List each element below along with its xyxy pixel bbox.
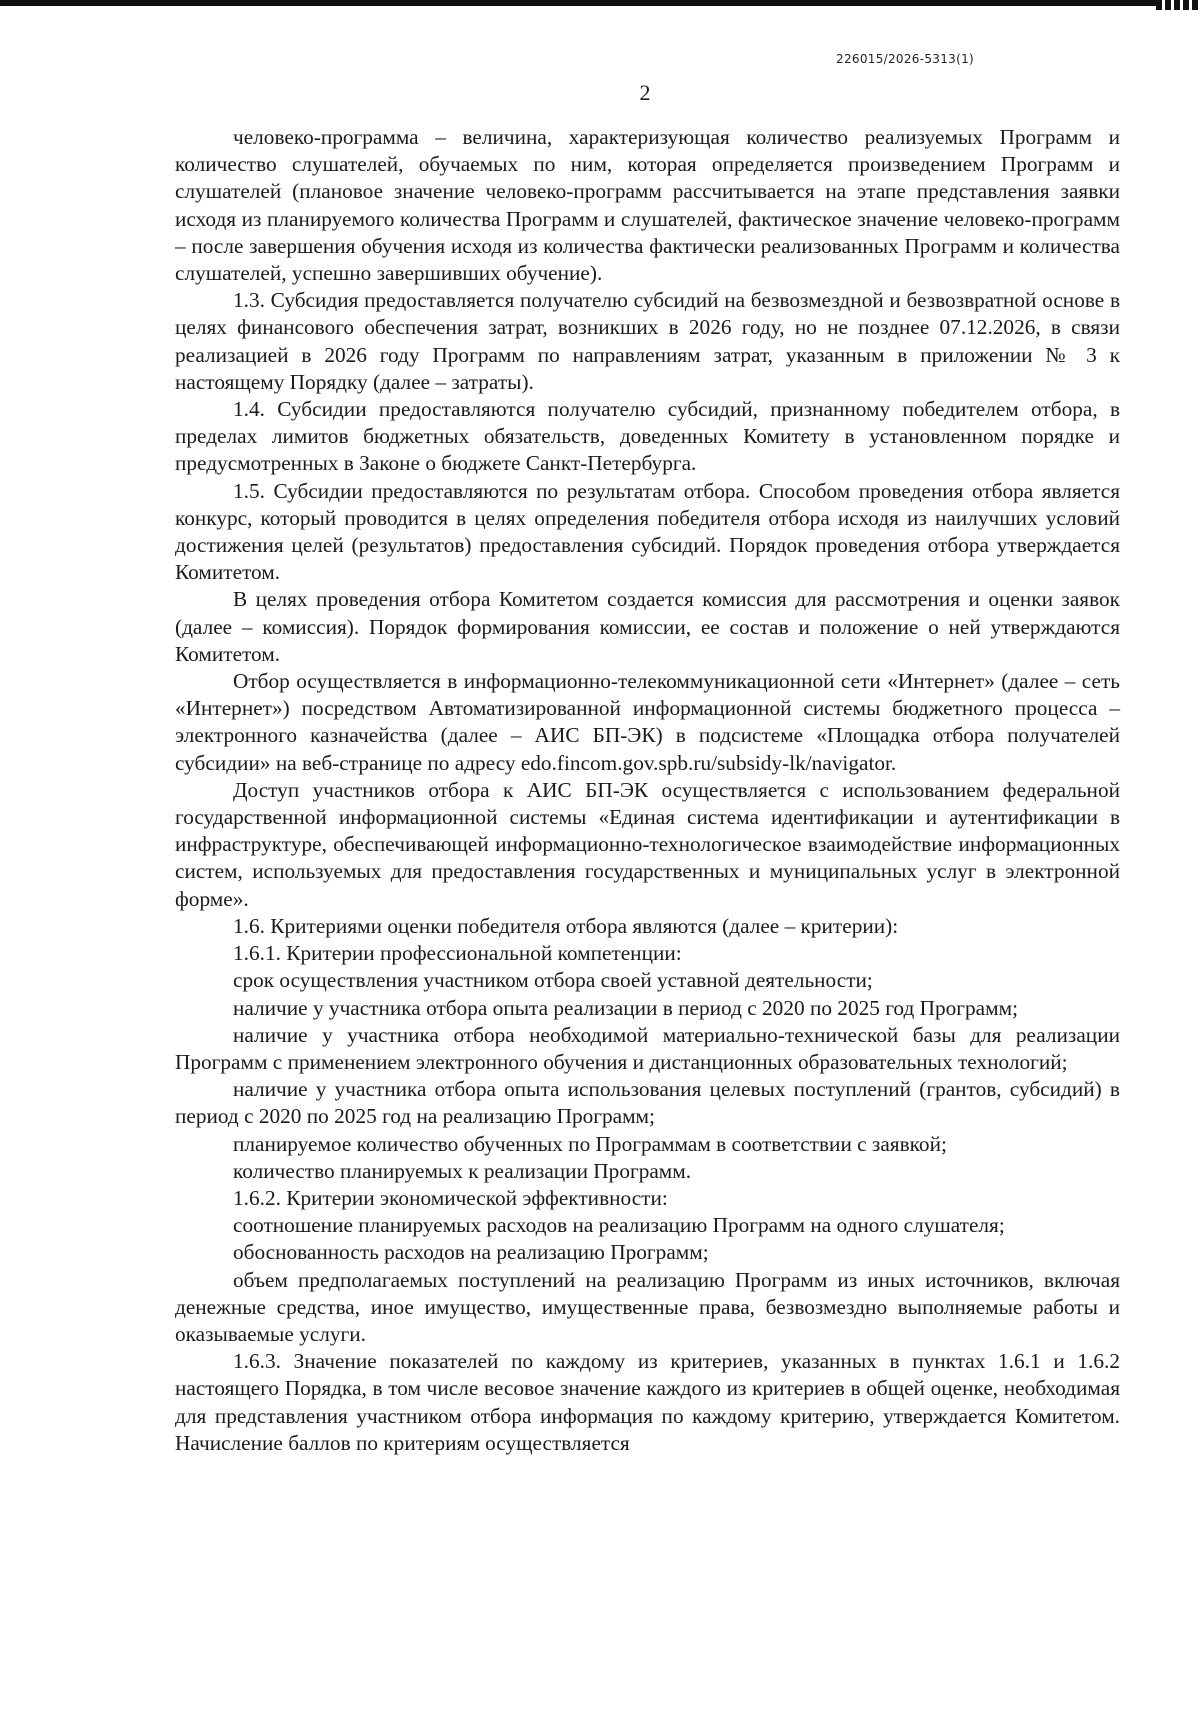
criterion-item: количество планируемых к реализации Программ.: [233, 1158, 692, 1183]
paragraph-1-6: 1.6. Критериями оценки победителя отбора являются (далее – критерии):: [233, 913, 899, 938]
criterion-item: объем предполагаемых поступлений на реализацию Программ из иных источников, включая денежные средства, иное имущество, имущественные права, безвозмездно выполняемые работы и оказываемые услуги.: [175, 1267, 1120, 1346]
paragraph-1-6-2: 1.6.2. Критерии экономической эффективности:: [233, 1185, 668, 1210]
paragraph-1-4: 1.4. Субсидии предоставляются получателю субсидий, признанному победителем отбора, в пределах лимитов бюджетных обязательств, доведенных Комитету в установленном порядке и предусмотренных в Законе о бюджете Санкт-Петербурга.: [175, 397, 1120, 476]
paragraph-ais-access: Доступ участников отбора к АИС БП-ЭК осуществляется с использованием федеральной государственной информационной системы «Единая система идентификации и аутентификации в инфраструктуре, обеспечивающей информационно-технологическое взаимодействие информационных систем, используемых для предоставления государственных и муниципальных услуг в электронной форме».: [175, 777, 1120, 911]
paragraph-1-5: 1.5. Субсидии предоставляются по результатам отбора. Способом проведения отбора является конкурс, который проводится в целях определения победителя отбора исходя из наилучших условий достижения целей (результатов) предоставления субсидий. Порядок проведения отбора утверждается Комитетом.: [175, 478, 1120, 585]
scan-top-border: [0, 0, 1200, 6]
criterion-item: планируемое количество обученных по Программам в соответствии с заявкой;: [233, 1131, 947, 1156]
scan-corner-marks: [1156, 0, 1200, 10]
criterion-item: наличие у участника отбора опыта реализации в период с 2020 по 2025 год Программ;: [233, 995, 1019, 1020]
paragraph-1-6-3: 1.6.3. Значение показателей по каждому из критериев, указанных в пунктах 1.6.1 и 1.6.2 настоящего Порядка, в том числе весовое значение каждого из критериев в общей оценке, необходимая для представления участником отбора информация по каждому критерию, утверждается Комитетом. Начисление баллов по критериям осуществляется: [175, 1349, 1120, 1455]
paragraph-definition: человеко-программа – величина, характеризующая количество реализуемых Программ и количество слушателей, обучаемых по ним, которая определяется произведением Программ и слушателей (плановое значение человеко-программ рассчитывается на этапе представления заявки исходя из планируемого количества Программ и слушателей, фактическое значение человеко-программ – после завершения обучения исходя из количества фактически реализованных Программ и количества слушателей, успешно завершивших обучение).: [175, 125, 1120, 286]
paragraph-1-3: 1.3. Субсидия предоставляется получателю субсидий на безвозмездной и безвозвратной основе в целях финансового обеспечения затрат, возникших в 2026 году, но не позднее 07.12.2026, в связи реализацией в 2026 году Программ по направлениям затрат, указанным в приложении № 3 к настоящему Порядку (далее – затраты).: [175, 288, 1120, 394]
document-registration-number: 226015/2026-5313(1): [836, 52, 974, 66]
paragraph-1-6-1: 1.6.1. Критерии профессиональной компетенции:: [233, 941, 682, 966]
document-body: [175, 124, 1120, 1457]
paragraph-commission: В целях проведения отбора Комитетом создается комиссия для рассмотрения и оценки заявок (далее – комиссия). Порядок формирования комиссии, ее состав и положение о ней утверждаются Комитетом.: [175, 587, 1120, 666]
criterion-item: соотношение планируемых расходов на реализацию Программ на одного слушателя;: [233, 1213, 1005, 1238]
paragraph-internet-selection: Отбор осуществляется в информационно-телекоммуникационной сети «Интернет» (далее – сеть «Интернет») посредством Автоматизированной информационной системы бюджетного процесса – электронного казначейства (далее – АИС БП-ЭК) в подсистеме «Площадка отбора получателей субсидии» на веб-странице по адресу edo.fincom.gov.spb.ru/subsidy-lk/navigator.: [175, 669, 1120, 775]
page-number: 2: [639, 80, 651, 105]
criterion-item: срок осуществления участником отбора своей уставной деятельности;: [233, 968, 873, 993]
criterion-item: обоснованность расходов на реализацию Программ;: [233, 1240, 709, 1265]
criterion-item: наличие у участника отбора необходимой материально-технической базы для реализации Программ с применением электронного обучения и дистанционных образовательных технологий;: [175, 1022, 1120, 1074]
criterion-item: наличие у участника отбора опыта использования целевых поступлений (грантов, субсидий) в период с 2020 по 2025 год на реализацию Программ;: [175, 1077, 1120, 1129]
